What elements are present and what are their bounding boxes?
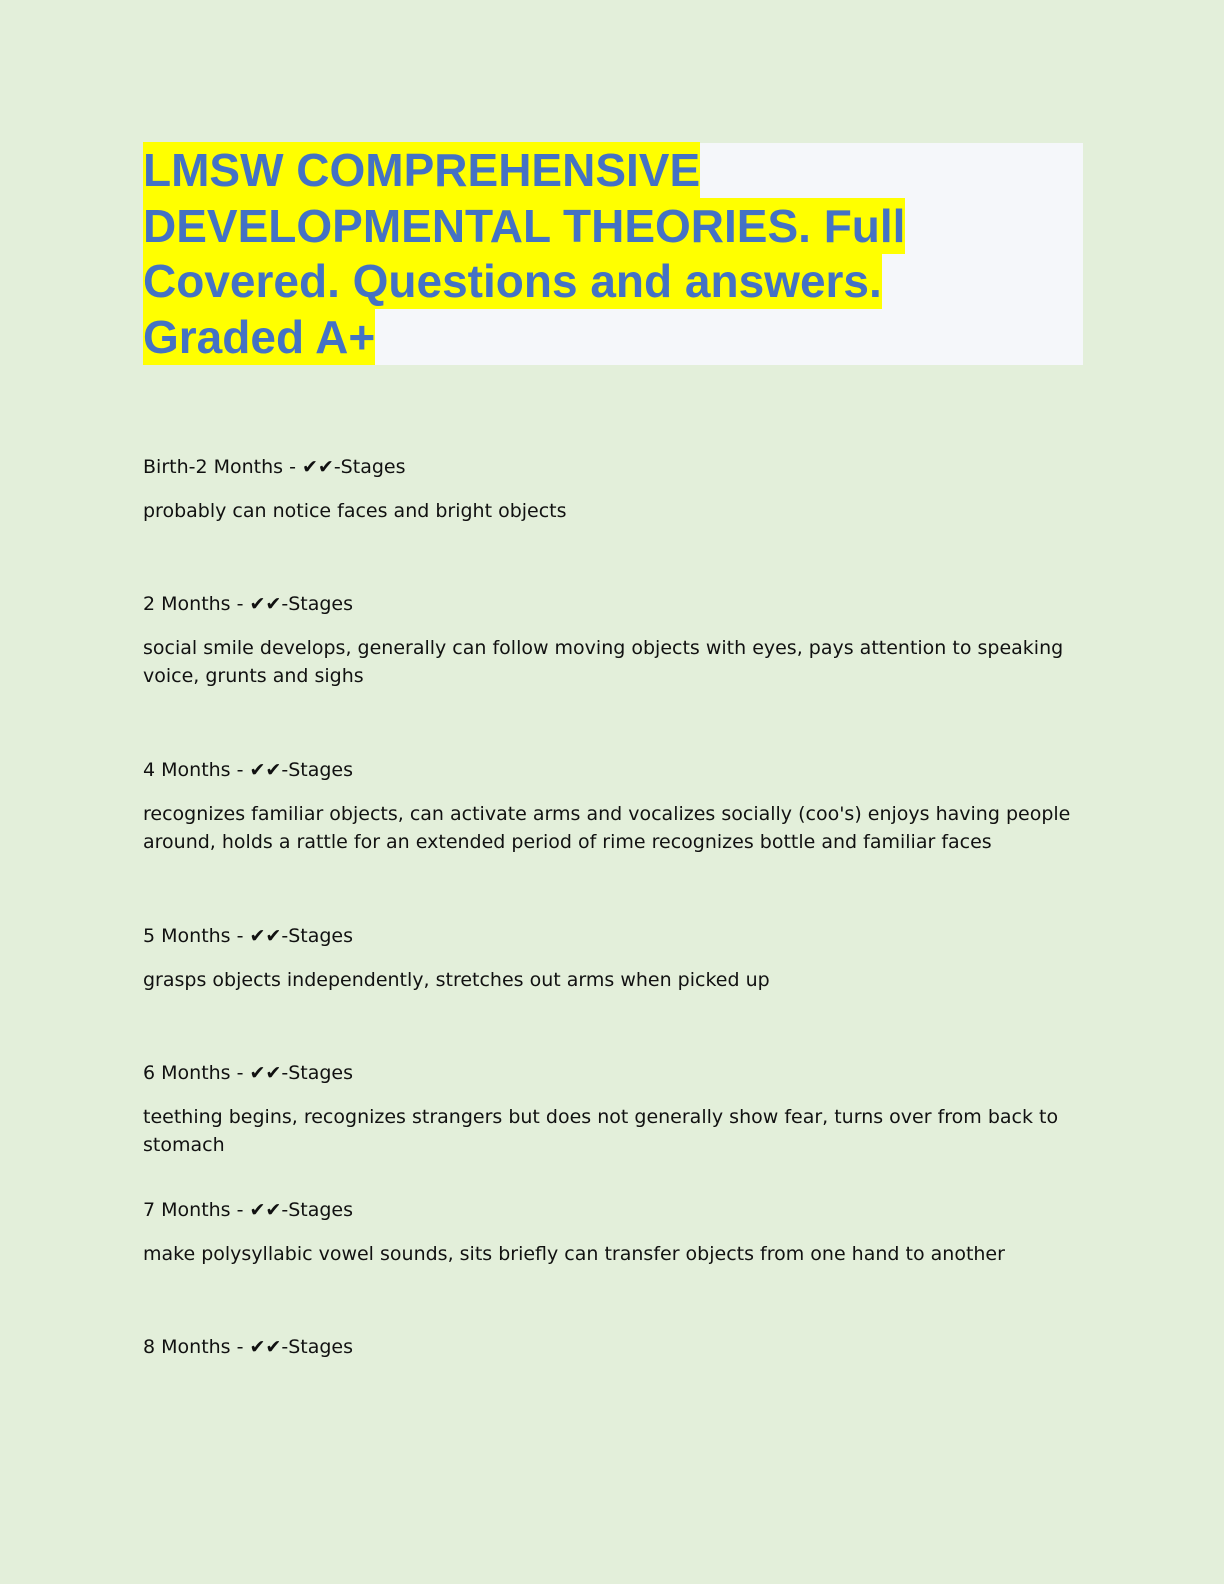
qa-entry-8-months bbox=[143, 1335, 1088, 1472]
question-text: 7 Months - ✔✔-Stages bbox=[143, 1199, 354, 1221]
title-line-2: DEVELOPMENTAL THEORIES. Full bbox=[143, 199, 906, 252]
document-title bbox=[143, 143, 1083, 365]
qa-entry-4-months bbox=[143, 758, 1088, 924]
qa-entry-6-months bbox=[143, 1061, 1088, 1198]
answer-text: make polysyllabic vowel sounds, sits briefly can transfer objects from one hand to another bbox=[143, 1243, 1005, 1265]
question-text: 8 Months - ✔✔-Stages bbox=[143, 1336, 354, 1358]
qa-entry-5-months bbox=[143, 924, 1088, 1061]
qa-list bbox=[143, 455, 1088, 1472]
answer-text: teething begins, recognizes strangers but does not generally show fear, turns over from back to stomach bbox=[143, 1106, 1059, 1156]
answer-text: grasps objects independently, stretches out arms when picked up bbox=[143, 969, 770, 991]
title-line-1: LMSW COMPREHENSIVE bbox=[143, 144, 701, 196]
qa-entry-birth-2-months bbox=[143, 455, 1088, 592]
answer-text: recognizes familiar objects, can activate arms and vocalizes socially (coo's) enjoys having people around, holds a rattle for an extended period of rime recognizes bottle and familiar faces bbox=[143, 803, 1071, 853]
qa-entry-7-months bbox=[143, 1198, 1088, 1335]
question-text: 5 Months - ✔✔-Stages bbox=[143, 925, 354, 947]
title-block bbox=[143, 143, 1083, 365]
answer-text: social smile develops, generally can follow moving objects with eyes, pays attention to speaking voice, grunts and sighs bbox=[143, 637, 1064, 687]
question-text: Birth-2 Months - ✔✔-Stages bbox=[143, 456, 406, 478]
question-text: 4 Months - ✔✔-Stages bbox=[143, 759, 354, 781]
question-text: 6 Months - ✔✔-Stages bbox=[143, 1062, 354, 1084]
question-text: 2 Months - ✔✔-Stages bbox=[143, 593, 354, 615]
title-line-4: Graded A+ bbox=[143, 310, 376, 363]
answer-text: probably can notice faces and bright objects bbox=[143, 500, 567, 522]
qa-entry-2-months bbox=[143, 592, 1088, 758]
title-line-3: Covered. Questions and answers. bbox=[143, 255, 882, 307]
